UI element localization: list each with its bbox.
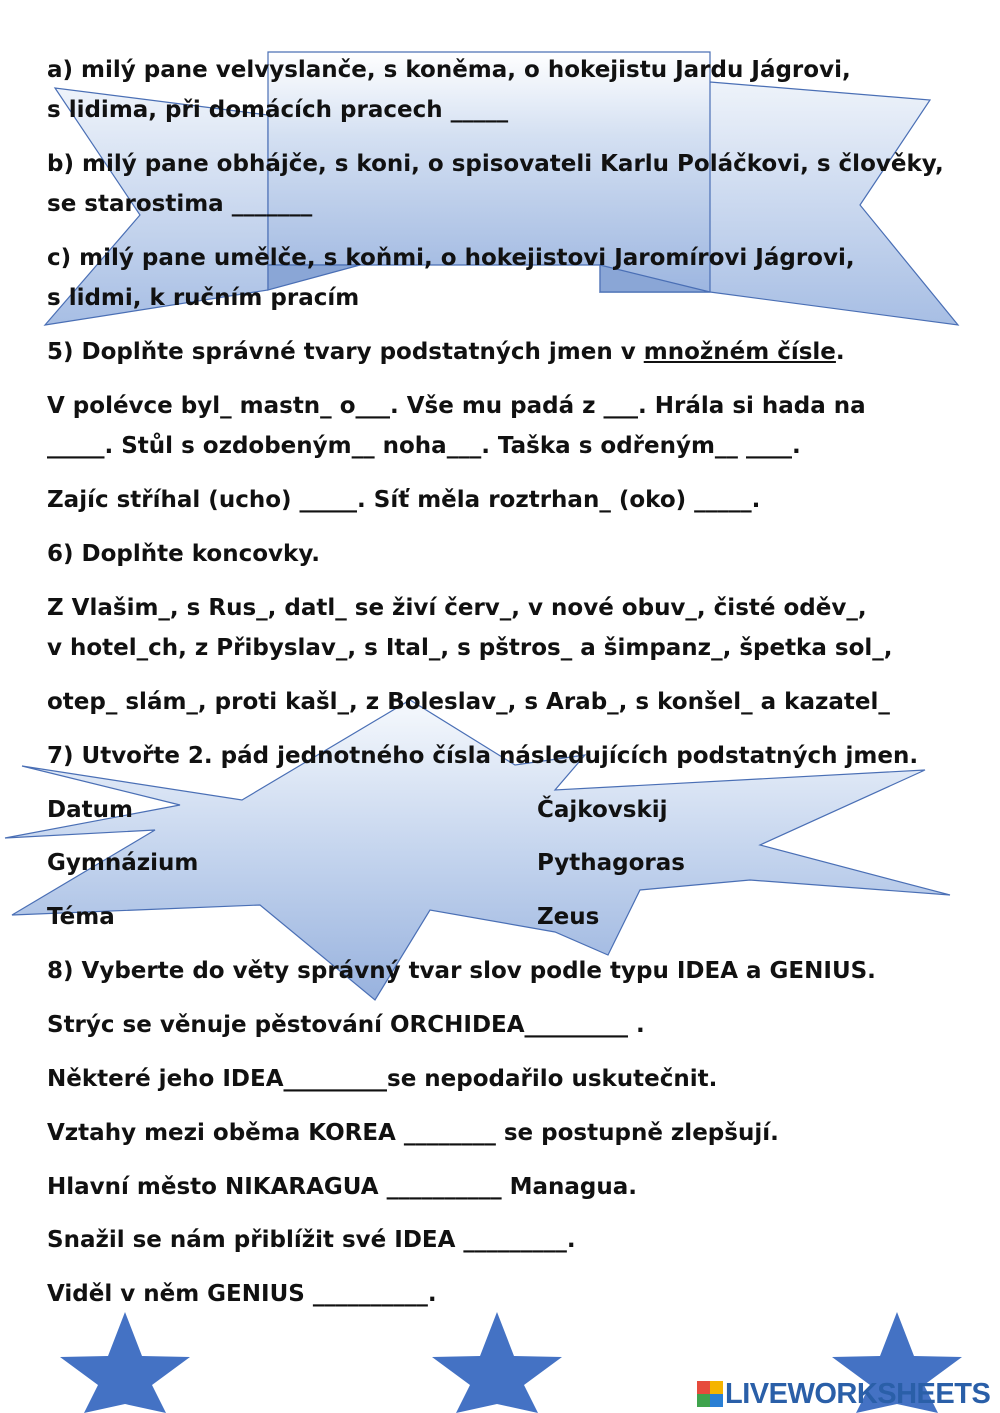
- question-8-line-3: Vztahy mezi oběma KOREA ________ se postupně zlepšují.: [47, 1120, 779, 1146]
- q7-word-zeus: Zeus: [537, 904, 600, 930]
- question-8-line-5: Snažil se nám přiblížit své IDEA _________.: [47, 1227, 576, 1253]
- q7-word-gymnazium: Gymnázium: [47, 850, 199, 876]
- logo-badge-icon: [697, 1381, 723, 1407]
- star-left: [60, 1312, 190, 1413]
- q7-word-cajkovskij: Čajkovskij: [537, 797, 668, 823]
- question-5-text: 5) Doplňte správné tvary podstatných jmen v: [47, 339, 644, 365]
- q7-word-tema: Téma: [47, 904, 115, 930]
- question-8-line-2: Některé jeho IDEA_________se nepodařilo uskutečnit.: [47, 1066, 718, 1092]
- question-8-line-6: Viděl v něm GENIUS __________.: [47, 1281, 437, 1307]
- question-7-heading: 7) Utvořte 2. pád jednotného čísla následujících podstatných jmen.: [47, 743, 919, 769]
- logo-text: LIVEWORKSHEETS: [725, 1377, 991, 1410]
- question-8-line-4: Hlavní město NIKARAGUA __________ Managua.: [47, 1174, 637, 1200]
- q7-word-pythagoras: Pythagoras: [537, 850, 685, 876]
- question-5-line-1: V polévce byl_ mastn_ o___. Vše mu padá z ___. Hrála si hada na: [47, 393, 866, 419]
- question-5-heading: [47, 332, 845, 372]
- question-5-period: .: [835, 339, 845, 365]
- question-6-heading: 6) Doplňte koncovky.: [47, 541, 320, 567]
- option-a-line-1: a) milý pane velvyslanče, s koněma, o hokejistu Jardu Jágrovi,: [47, 57, 851, 83]
- option-c-line-1: c) milý pane umělče, s koňmi, o hokejistovi Jaromírovi Jágrovi,: [47, 245, 855, 271]
- option-b-line-2: se starostima _______: [47, 191, 313, 217]
- liveworksheets-logo[interactable]: [697, 1376, 990, 1412]
- question-8-heading: 8) Vyberte do věty správný tvar slov podle typu IDEA a GENIUS.: [47, 958, 876, 984]
- question-5-underlined: množném čísle: [643, 339, 836, 365]
- star-middle: [432, 1312, 562, 1413]
- option-c-line-2: s lidmi, k ručním pracím: [47, 285, 360, 311]
- question-8-line-1: Strýc se věnuje pěstování ORCHIDEA_________ .: [47, 1012, 645, 1038]
- question-6-line-3: otep_ slám_, proti kašl_, z Boleslav_, s Arab_, s konšel_ a kazatel_: [47, 689, 890, 715]
- option-a-line-2: s lidima, při domácích pracech _____: [47, 97, 509, 123]
- question-5-line-3: Zajíc stříhal (ucho) _____. Síť měla roztrhan_ (oko) _____.: [47, 487, 761, 513]
- q7-word-datum: Datum: [47, 797, 133, 823]
- question-6-line-1: Z Vlašim_, s Rus_, datl_ se živí červ_, v nové obuv_, čisté oděv_,: [47, 595, 867, 621]
- question-6-line-2: v hotel_ch, z Přibyslav_, s Ital_, s pštros_ a šimpanz_, špetka sol_,: [47, 635, 893, 661]
- option-b-line-1: b) milý pane obhájče, s koni, o spisovateli Karlu Poláčkovi, s člověky,: [47, 151, 944, 177]
- question-5-line-2: _____. Stůl s ozdobeným__ noha___. Taška s odřeným__ ____.: [47, 433, 801, 459]
